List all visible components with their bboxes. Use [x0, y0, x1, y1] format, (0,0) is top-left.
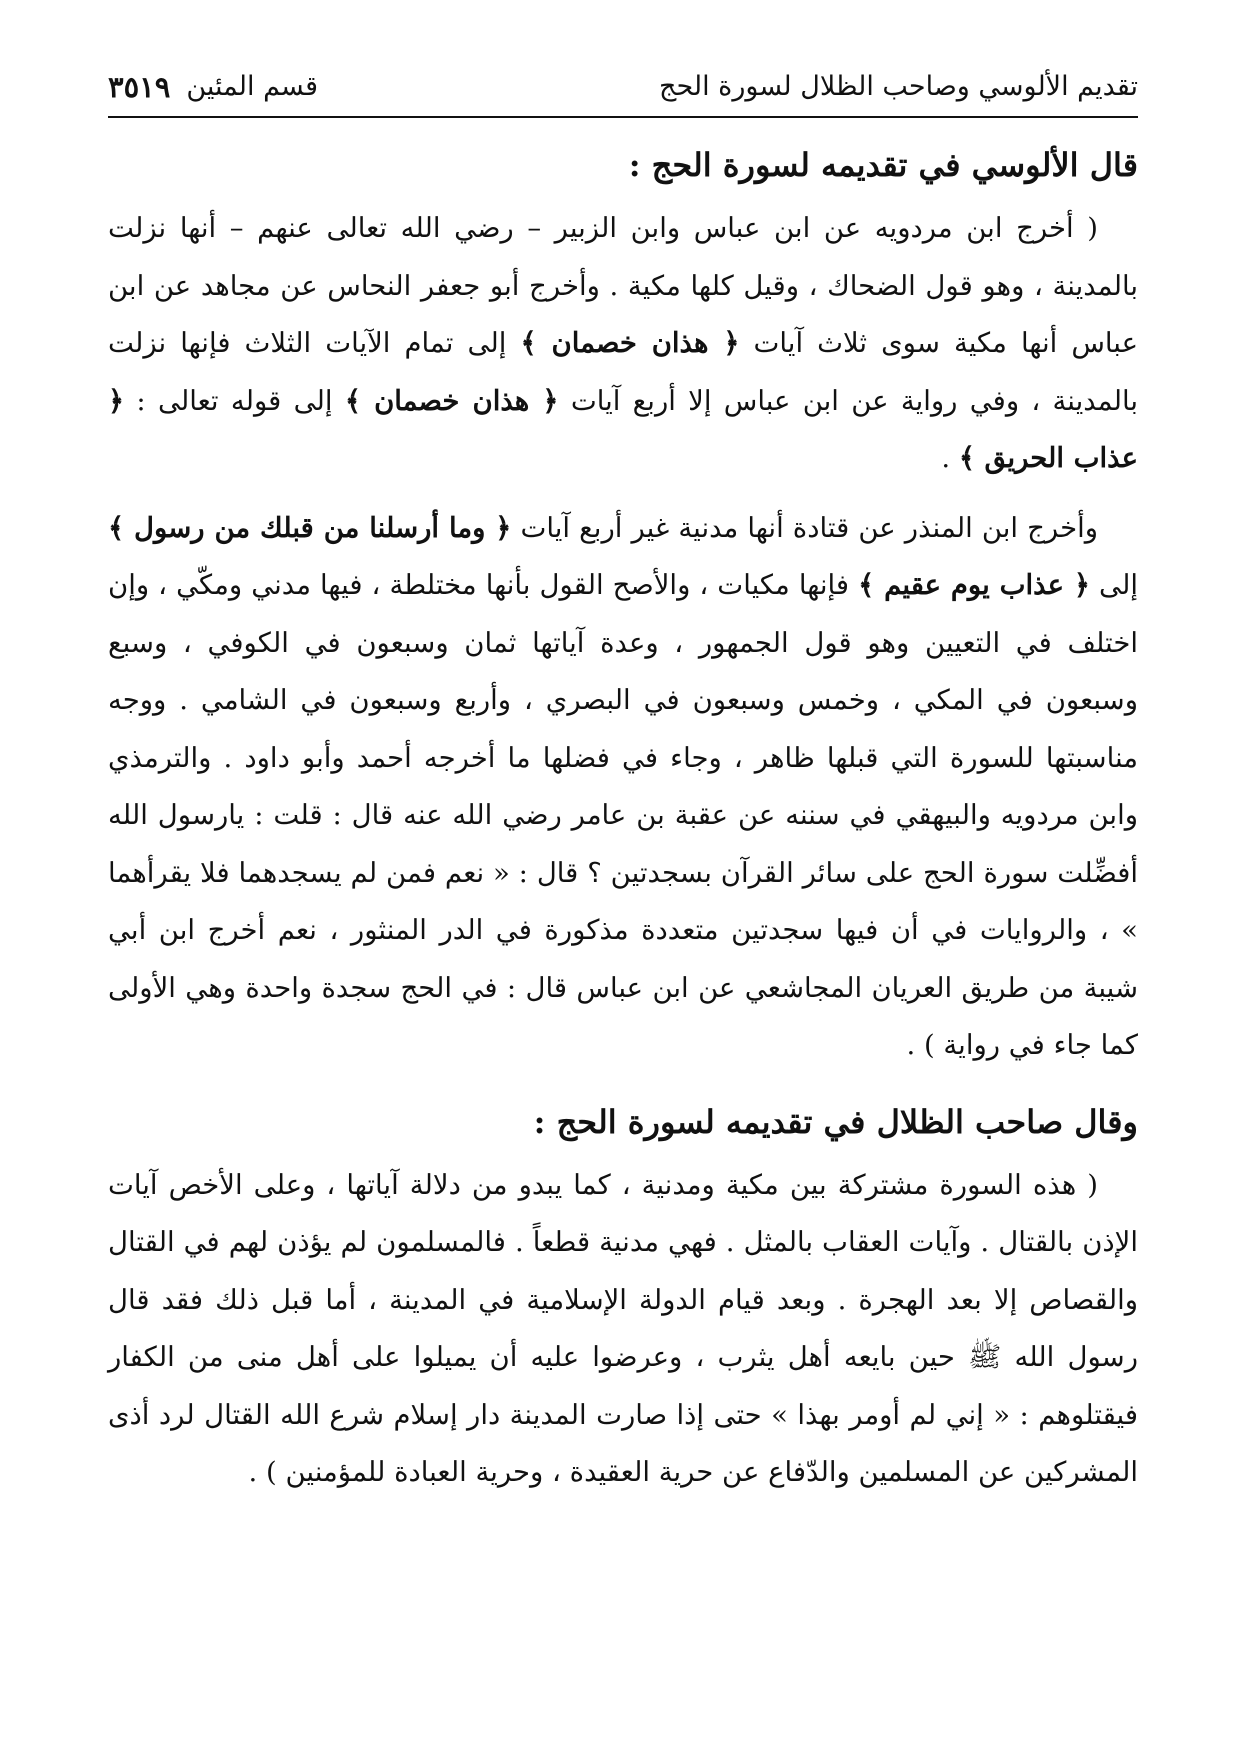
text: ( هذه السورة مشتركة بين مكية ومدنية ، كما يبدو من دلالة آياتها ، وعلى الأخص آيات الإذن بالقتال . وآيات العقاب بالمثل . فهي مدنية قطعاً . فالمسلمون لم يؤذن لهم في القتال والقصاص إلا بعد الهجرة . وبعد قيام الدولة الإسلامية في المدينة ، أما قبل ذلك فقد قال رسول الله ﷺ حين بايعه أهل يثرب ، وعرضوا عليه أن يميلوا على أهل منى من الكفار فيقتلوهم : « إني لم أومر بهذا » حتى إذا صارت المدينة دار إسلام شرع الله القتال لرد أذى المشركين عن المسلمين والدّفاع عن حرية العقيدة ، وحرية العبادة للمؤمنين ) . [108, 1168, 1138, 1488]
quran-quote: ﴿ عذاب الحريق ﴾ [108, 384, 1138, 474]
quran-quote: ﴿ وما أرسلنا من قبلك من رسول ﴾ [108, 511, 512, 544]
paragraph-alusi-1 [108, 200, 1138, 488]
section-heading-alusi: قال الألوسي في تقديمه لسورة الحج : [628, 146, 1138, 184]
page [108, 68, 1138, 1502]
text: إلى [1090, 569, 1138, 601]
quran-quote: ﴿ هذان خصمان ﴾ [520, 327, 740, 359]
text: إلى قوله تعالى : [124, 384, 345, 417]
page-number: ٣٥١٩ [108, 70, 171, 104]
text: وأخرج ابن المنذر عن قتادة أنها مدنية غير أربع آيات [511, 511, 1098, 544]
text: إلى تمام الآيات الثلاث فإنها نزلت بالمدينة ، وفي رواية عن ابن عباس إلا أربع آيات [108, 327, 1138, 417]
running-header [108, 68, 1138, 118]
text: . [941, 442, 959, 474]
chapter-title: تقديم الألوسي وصاحب الظلال لسورة الحج [659, 71, 1138, 102]
quran-quote: ﴿ عذاب يوم عقيم ﴾ [858, 569, 1091, 601]
part-info [108, 68, 318, 106]
section-heading-zilal: وقال صاحب الظلال في تقديمه لسورة الحج : [533, 1102, 1138, 1141]
paragraph-zilal-1 [108, 1157, 1138, 1502]
quran-quote: ﴿ هذان خصمان ﴾ [344, 384, 559, 417]
text: فإنها مكيات ، والأصح القول بأنها مختلطة ، فيها مدني ومكّي ، وإن اختلف في التعيين وهو قول الجمهور ، وعدة آياتها ثمان وسبعون في الكوفي ، وسبع وسبعون في المكي ، وخمس وسبعون في البصري ، وأربع وسبعون في الشامي . ووجه مناسبتها للسورة التي قبلها ظاهر ، وجاء في فضلها ما أخرجه أحمد وأبو داود . والترمذي وابن مردويه والبيهقي في سننه عن عقبة بن عامر رضي الله عنه قال : قلت : يارسول الله أفضِّلت سورة الحج على سائر القرآن بسجدتين ؟ قال : « نعم فمن لم يسجدهما فلا يقرأهما » ، والروايات في أن فيها سجدتين متعددة مذكورة في الدر المنثور ، نعم أخرج ابن أبي شيبة من طريق العريان المجاشعي عن ابن عباس قال : في الحج سجدة واحدة وهي الأولى كما جاء في رواية ) . [108, 569, 1138, 1061]
text: ( أخرج ابن مردويه عن ابن عباس وابن الزبير – رضي الله تعالى عنهم – أنها نزلت بالمدينة ، وهو قول الضحاك ، وقيل كلها مكية . وأخرج أبو جعفر النحاس عن مجاهد عن ابن عباس أنها مكية سوى ثلاث آيات [108, 212, 1139, 359]
paragraph-alusi-2 [108, 500, 1138, 1075]
part-label: قسم المئين [186, 71, 319, 102]
